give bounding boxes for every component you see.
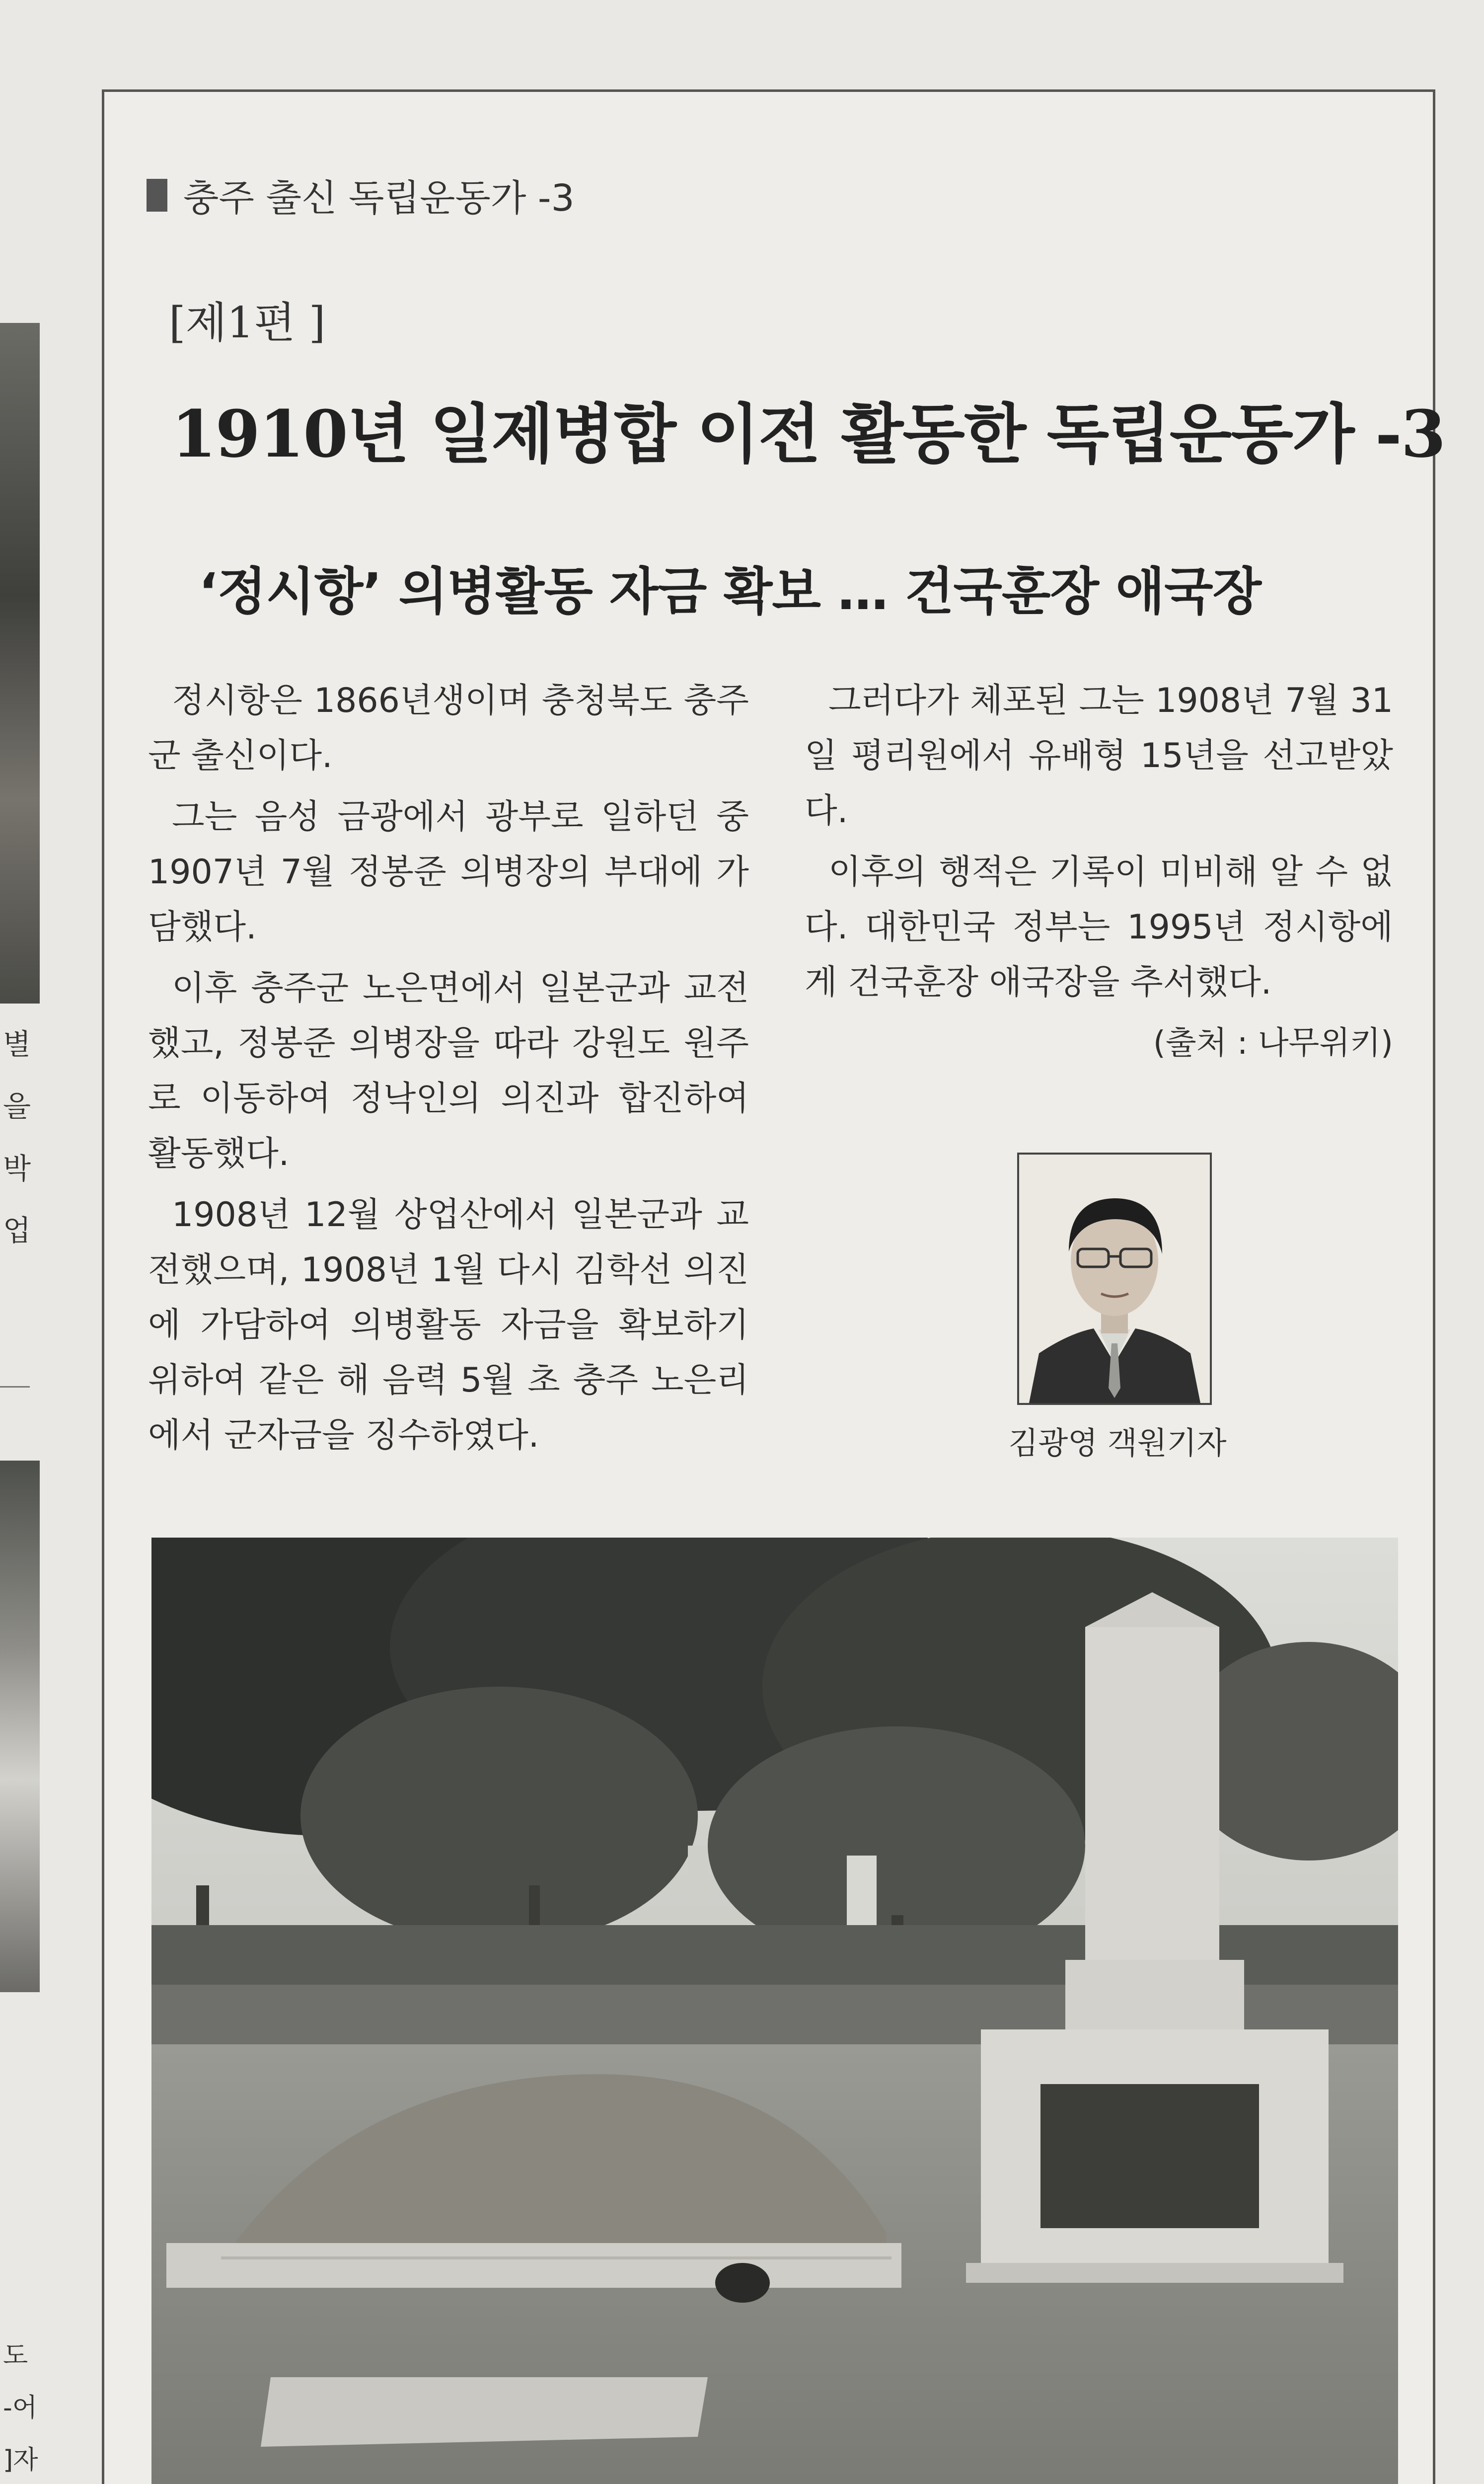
paragraph: 그는 음성 금광에서 광부로 일하던 중 1907년 7월 정봉준 의병장의 부대에 가담했다. bbox=[148, 797, 749, 947]
adjacent-text-top: 별 을 박 업 bbox=[3, 1027, 31, 1247]
adjacent-photo-2 bbox=[0, 1461, 40, 1992]
paragraph: 정시항은 1866년생이며 충청북도 충주군 출신이다. bbox=[148, 681, 749, 776]
adjacent-divider bbox=[0, 1386, 30, 1388]
adjacent-text-bottom: 도 -어 ]자 bbox=[3, 2341, 38, 2475]
paragraph: 이후의 행적은 기록이 미비해 알 수 없다. 대한민국 정부는 1995년 정시항에게 건국훈장 애국장을 추서했다. bbox=[805, 853, 1393, 1002]
body-column-right bbox=[805, 673, 1393, 1071]
paragraph: 그러다가 체포된 그는 1908년 7월 31일 평리원에서 유배형 15년을 선고받았다. bbox=[805, 681, 1393, 831]
square-bullet-icon bbox=[147, 179, 167, 212]
source-citation: (출처 : 나무위키) bbox=[1153, 1025, 1393, 1062]
headline: 1910년 일제병합 이전 활동한 독립운동가 -3 bbox=[171, 396, 1445, 472]
grave-illustration bbox=[151, 1538, 1398, 2484]
paragraph: 이후 충주군 노은면에서 일본군과 교전했고, 정봉준 의병장을 따라 강원도 원주로 이동하여 정낙인의 의진과 합진하여 활동했다. bbox=[148, 969, 749, 1173]
reporter-caption: 김광영 객원기자 bbox=[1008, 1425, 1227, 1461]
part-label: [제1편 ] bbox=[169, 298, 326, 348]
adjacent-article-fragment bbox=[0, 0, 55, 2484]
reporter-portrait bbox=[1017, 1153, 1212, 1405]
body-column-left bbox=[148, 673, 749, 1469]
kicker-text: 충주 출신 독립운동가 -3 bbox=[183, 177, 575, 220]
portrait-illustration bbox=[1019, 1155, 1210, 1403]
series-kicker bbox=[147, 169, 575, 222]
subheadline: ‘정시항’ 의병활동 자금 확보 … 건국훈장 애국장 bbox=[199, 562, 1261, 621]
grave-photo bbox=[151, 1538, 1398, 2484]
paragraph: 1908년 12월 상업산에서 일본군과 교전했으며, 1908년 1월 다시 김학선 의진에 가담하여 의병활동 자금을 확보하기 위하여 같은 해 음력 5월 초 충주 노은리에서 군자금을 징수하였다. bbox=[148, 1195, 749, 1455]
adjacent-photo bbox=[0, 323, 40, 1004]
